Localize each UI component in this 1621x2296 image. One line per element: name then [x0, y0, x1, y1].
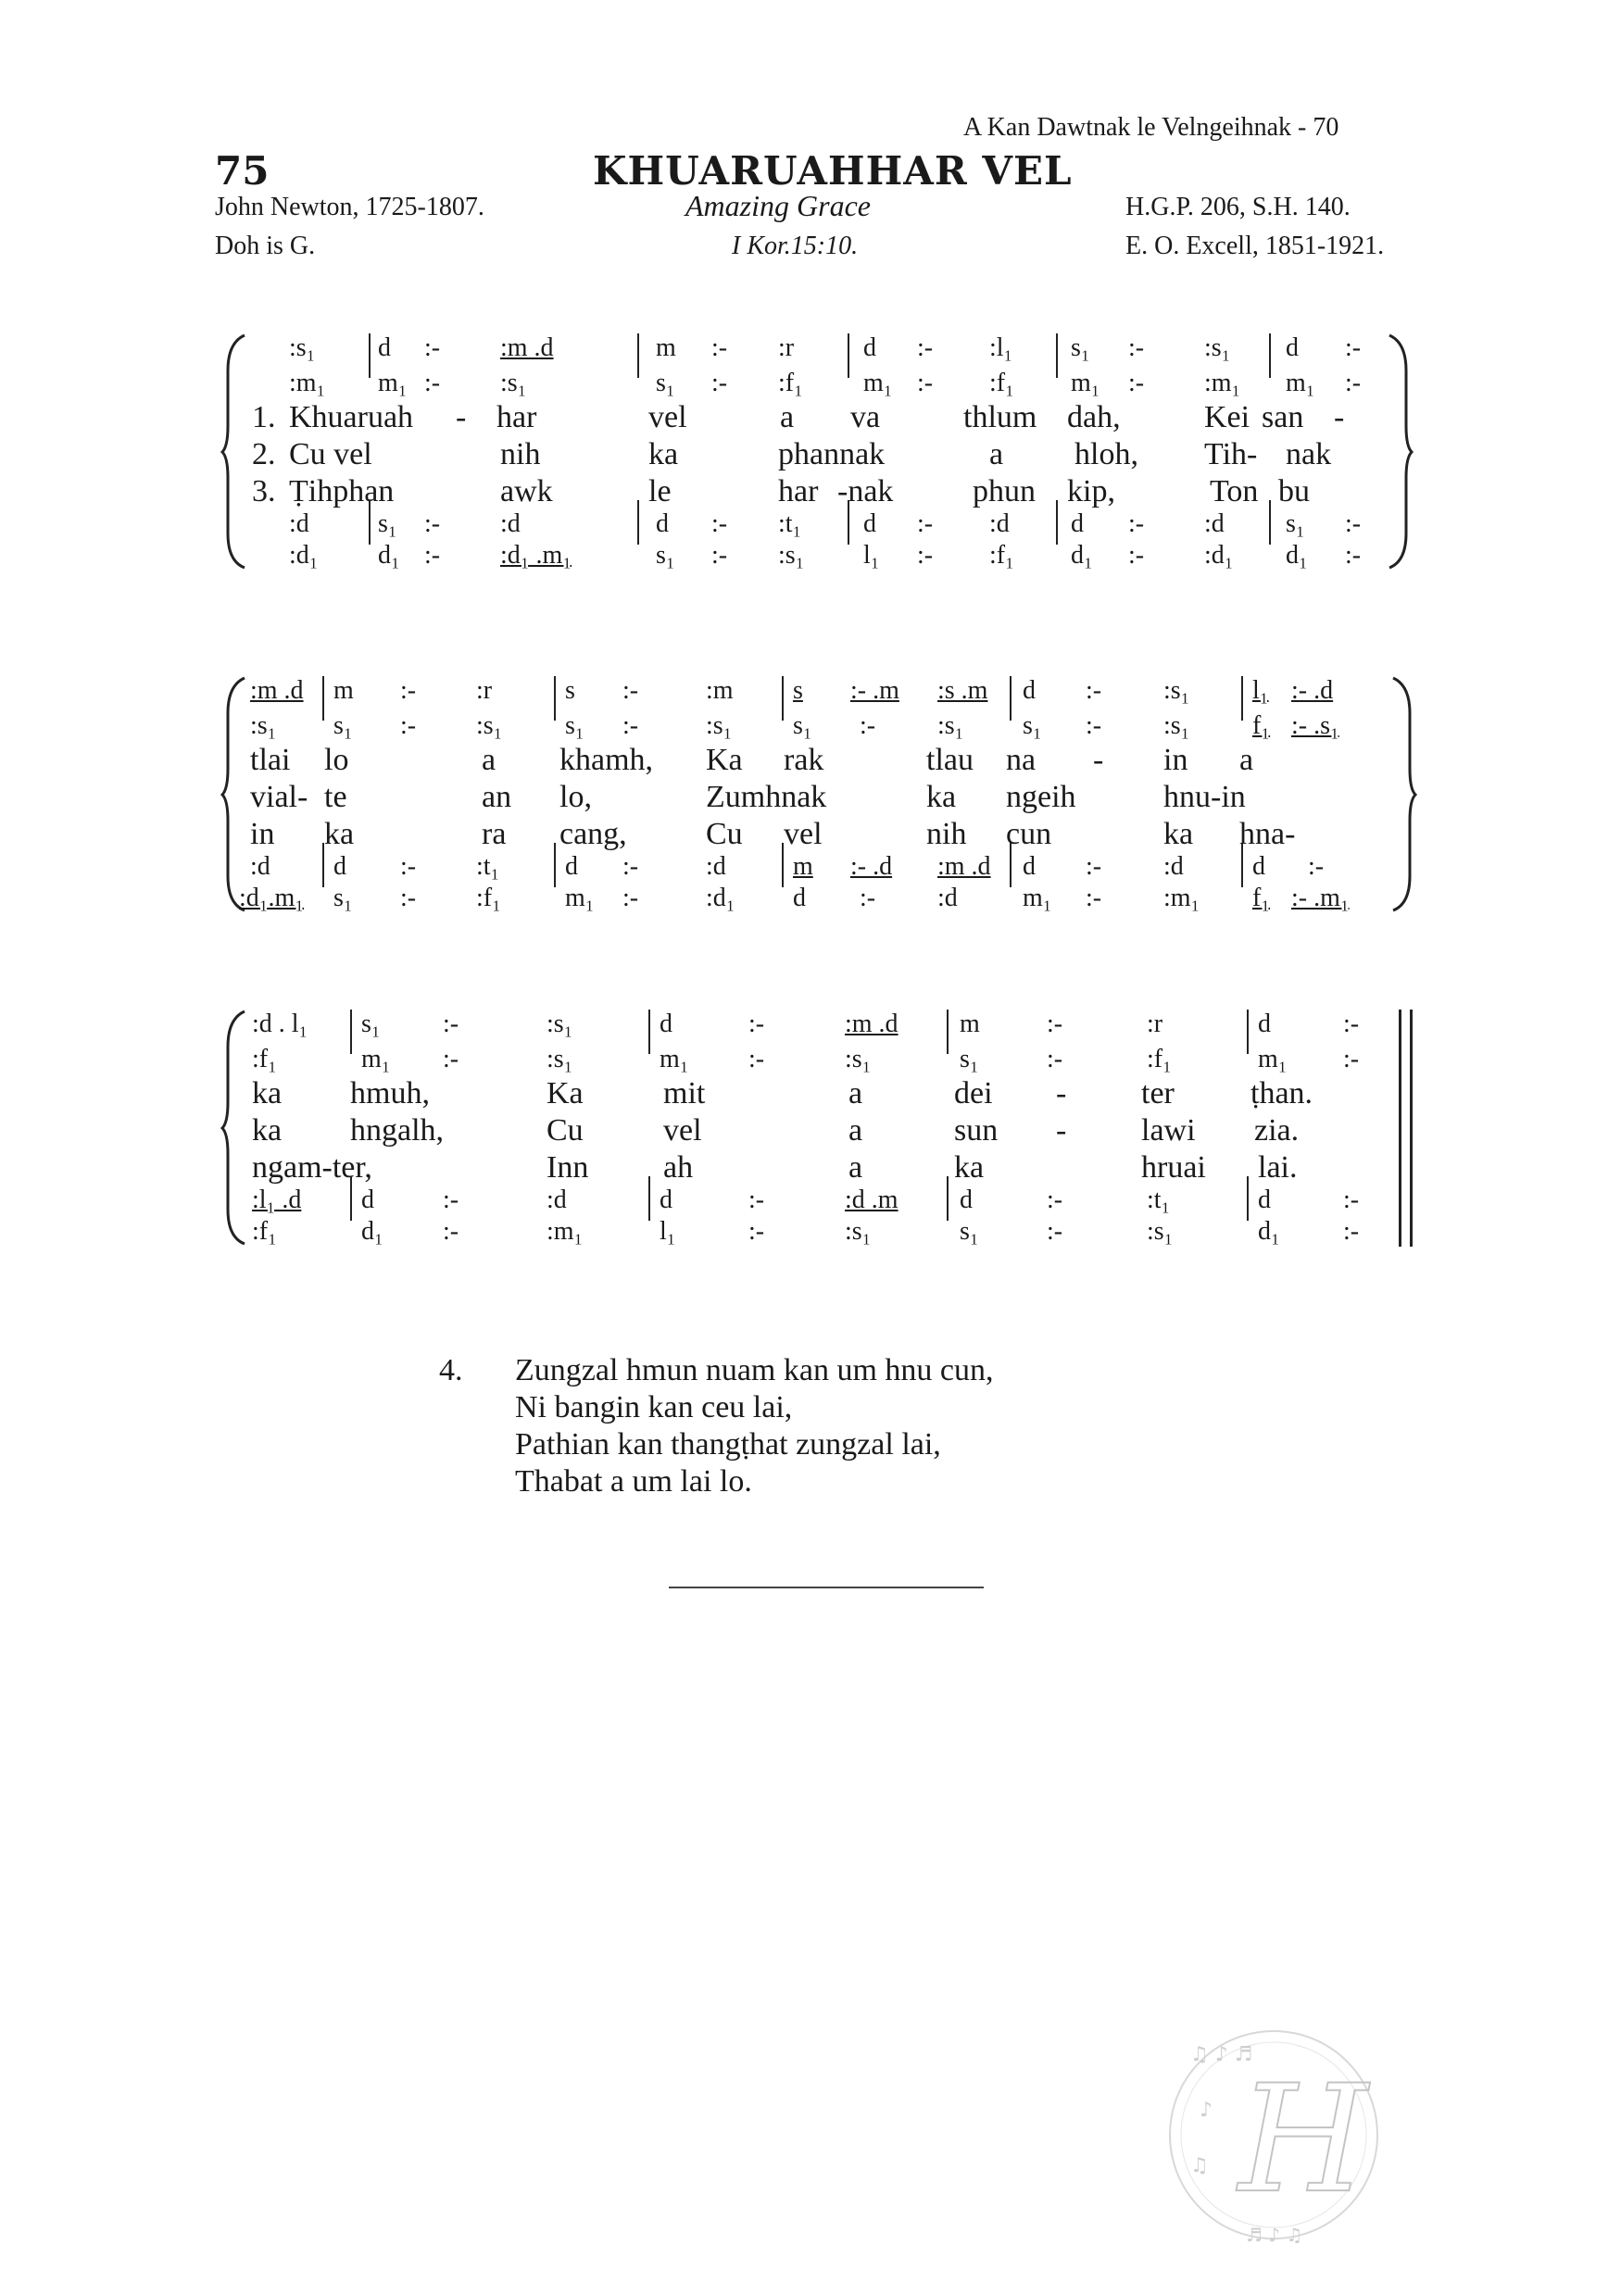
note: :d₁ [1204, 541, 1234, 570]
tenor-row [0, 509, 1621, 537]
note: d [1023, 676, 1036, 705]
note: :- .d [850, 852, 893, 881]
syllable: a [780, 400, 795, 434]
lyric-line-3 [0, 1150, 1621, 1185]
note: s₁ [1286, 509, 1305, 538]
hymnal-logo-watermark [1135, 2005, 1394, 2265]
note: :f₁ [252, 1217, 277, 1246]
note: m [793, 852, 813, 881]
note: s₁ [1023, 711, 1042, 740]
syllable: vial- [250, 780, 308, 814]
running-title: A Kan Dawtnak le Velngeihnak - 70 [963, 113, 1339, 142]
note: :s₁ [250, 711, 277, 740]
syllable: kip, [1067, 474, 1115, 508]
syllable: nih [926, 817, 967, 851]
note: :- [711, 369, 728, 397]
syllable: a [848, 1150, 863, 1185]
note: :d₁ [289, 541, 319, 570]
note: :- [1308, 852, 1325, 881]
syllable: har [778, 474, 819, 508]
note: :f₁ [1147, 1045, 1172, 1073]
note: s₁ [378, 509, 397, 538]
note: d [378, 333, 391, 362]
syllable: har [496, 400, 537, 434]
note: :- [1345, 509, 1362, 538]
syllable: Ka [547, 1076, 584, 1110]
syllable: ka [954, 1150, 985, 1185]
syllable: bu [1278, 474, 1310, 508]
syllable: dah, [1067, 400, 1121, 434]
note: :- [443, 1010, 459, 1038]
syllable: Kei [1204, 400, 1250, 434]
note: d₁ [378, 541, 400, 570]
syllable: ka [252, 1076, 283, 1110]
syllable: zia. [1254, 1113, 1300, 1148]
note: :- [1343, 1045, 1360, 1073]
lyric-line-1 [0, 400, 1621, 434]
note: :s₁ [845, 1217, 872, 1246]
note: :- .d [1291, 676, 1334, 705]
note: s₁ [333, 884, 353, 912]
note: :- [400, 852, 417, 881]
key-signature: Doh is G. [215, 232, 316, 260]
note: :- [1047, 1186, 1063, 1214]
lyric-line-2 [0, 1113, 1621, 1148]
note: m [656, 333, 676, 362]
english-title: Amazing Grace [685, 189, 871, 222]
note: m₁ [1286, 369, 1315, 397]
note: :d . l₁ [252, 1010, 308, 1038]
note: :- [1128, 369, 1145, 397]
note: :- [1086, 884, 1102, 912]
verse-number: 3. [252, 474, 276, 508]
note: m₁ [565, 884, 595, 912]
note: :- [748, 1045, 765, 1073]
bass-row [0, 1217, 1621, 1245]
note: d₁ [1286, 541, 1308, 570]
note: :- [1343, 1217, 1360, 1246]
svg-text:♫: ♫ [1190, 2154, 1209, 2177]
note: :- [711, 333, 728, 362]
note: :s₁ [1147, 1217, 1174, 1246]
note: :d [1163, 852, 1184, 881]
note: :t₁ [778, 509, 802, 538]
bass-row [0, 884, 1621, 911]
soprano-row [0, 333, 1621, 361]
syllable: hnu-in [1163, 780, 1246, 814]
syllable: vel [784, 817, 823, 851]
syllable: khamh, [559, 743, 654, 777]
syllable: a [1239, 743, 1254, 777]
syllable: cun [1006, 817, 1052, 851]
note: :- [1343, 1186, 1360, 1214]
note: :s .m [937, 676, 988, 705]
note: l₁ [863, 541, 880, 570]
syllable: tlau [926, 743, 974, 777]
lyric-line-1 [0, 1076, 1621, 1110]
syllable: Khuaruah [289, 400, 414, 434]
note: m₁ [1071, 369, 1100, 397]
note: :- [424, 369, 441, 397]
verse-number: 2. [252, 437, 276, 471]
note: m₁ [660, 1045, 689, 1073]
note: m₁ [361, 1045, 391, 1073]
scripture-ref: I Kor.15:10. [732, 232, 859, 260]
note: d [1252, 852, 1265, 881]
note: m₁ [1258, 1045, 1288, 1073]
note: :l₁ [989, 333, 1013, 362]
note: :m₁ [1204, 369, 1241, 397]
note: s [565, 676, 575, 705]
note: :d [547, 1186, 567, 1214]
svg-text:♪: ♪ [1200, 2099, 1213, 2122]
note: d₁ [361, 1217, 383, 1246]
note: :d .m [845, 1186, 898, 1214]
note: :- [917, 333, 934, 362]
note: :r [476, 676, 493, 705]
syllable: hruai [1141, 1150, 1206, 1185]
note: d [660, 1010, 672, 1038]
syllable: ka [1163, 817, 1194, 851]
syllable: lai. [1258, 1150, 1298, 1185]
note: :- [1128, 333, 1145, 362]
note: :m .d [937, 852, 991, 881]
note: :m₁ [1163, 884, 1200, 912]
hymn-title: KHUARUAHHAR VEL [593, 148, 1073, 194]
note: d [793, 884, 806, 912]
syllable: le [648, 474, 672, 508]
note: :- [1086, 852, 1102, 881]
note: :t₁ [1147, 1186, 1171, 1214]
note: :f₁ [778, 369, 803, 397]
note: :m .d [845, 1010, 898, 1038]
syllable: Zumhnak [706, 780, 827, 814]
note: s₁ [960, 1045, 979, 1073]
note: d [863, 509, 876, 538]
syllable: Tih- [1204, 437, 1258, 471]
note: :- [400, 711, 417, 740]
note: :s₁ [476, 711, 503, 740]
syllable: a [989, 437, 1004, 471]
note: :m₁ [289, 369, 326, 397]
syllable: - [456, 400, 467, 434]
divider-line [669, 1587, 984, 1588]
syllable: -nak [837, 474, 894, 508]
note: :- [1086, 676, 1102, 705]
note: s₁ [565, 711, 584, 740]
verse-number: 1. [252, 400, 276, 434]
note: :d [1204, 509, 1225, 538]
syllable: an [482, 780, 512, 814]
note: :d₁ [706, 884, 735, 912]
note: d [1258, 1186, 1271, 1214]
note: :s₁ [1204, 333, 1231, 362]
verse-line: Thabat a um lai lo. [515, 1464, 752, 1499]
note: :- [1128, 541, 1145, 570]
syllable: dei [954, 1076, 993, 1110]
note: :- [860, 884, 876, 912]
syllable: ka [252, 1113, 283, 1148]
verse-line: Pathian kan thangṭhat zungzal lai, [515, 1427, 941, 1462]
alto-row [0, 369, 1621, 396]
note: :- [711, 541, 728, 570]
syllable: ra [482, 817, 507, 851]
syllable: ter [1141, 1076, 1175, 1110]
note: m₁ [863, 369, 893, 397]
alto-row [0, 711, 1621, 739]
svg-text:♫ ♪ ♬: ♫ ♪ ♬ [1190, 2043, 1253, 2066]
syllable: san [1262, 400, 1304, 434]
syllable: cang, [559, 817, 627, 851]
note: :s₁ [1163, 676, 1190, 705]
tenor-row [0, 1186, 1621, 1213]
note: :- [622, 676, 639, 705]
lyric-line-2 [0, 437, 1621, 471]
note: d [361, 1186, 374, 1214]
note: :f₁ [989, 369, 1014, 397]
note: :r [1147, 1010, 1163, 1038]
note: :- .m₁ [1291, 884, 1350, 912]
note: :- [622, 711, 639, 740]
note: :- [1047, 1217, 1063, 1246]
syllable: - [1056, 1076, 1067, 1110]
syllable: mit [663, 1076, 706, 1110]
syllable: Ka [706, 743, 743, 777]
note: :- [860, 711, 876, 740]
syllable: nih [500, 437, 541, 471]
syllable: tlai [250, 743, 291, 777]
syllable: Cu vel [289, 437, 372, 471]
syllable: phannak [778, 437, 886, 471]
note: :t₁ [476, 852, 500, 881]
note: :- .m [850, 676, 899, 705]
syllable: hloh, [1074, 437, 1138, 471]
syllable: ṭhan. [1250, 1076, 1313, 1110]
syllable: ah [663, 1150, 694, 1185]
note: d [863, 333, 876, 362]
note: :- [443, 1186, 459, 1214]
note: :d [706, 852, 726, 881]
note: d [565, 852, 578, 881]
lyric-line-3 [0, 817, 1621, 851]
note: s₁ [333, 711, 353, 740]
note: d [333, 852, 346, 881]
note: s₁ [656, 541, 675, 570]
note: :s₁ [706, 711, 733, 740]
note: :s₁ [500, 369, 527, 397]
syllable: ngam-ter, [252, 1150, 372, 1185]
composer: E. O. Excell, 1851-1921. [1125, 232, 1385, 260]
note: s₁ [793, 711, 812, 740]
note: :- [1343, 1010, 1360, 1038]
syllable: in [250, 817, 275, 851]
syllable: lo, [559, 780, 592, 814]
syllable: te [324, 780, 347, 814]
lyric-line-3 [0, 474, 1621, 508]
note: d [960, 1186, 973, 1214]
note: :- [917, 541, 934, 570]
syllable: hngalh, [350, 1113, 445, 1148]
syllable: Inn [547, 1150, 589, 1185]
syllable: - [1334, 400, 1345, 434]
note: :f₁ [476, 884, 501, 912]
note: :d [250, 852, 270, 881]
bass-row [0, 541, 1621, 569]
syllable: - [1056, 1113, 1067, 1148]
note: :s₁ [845, 1045, 872, 1073]
note: :- [424, 333, 441, 362]
note: :d₁.m₁ [239, 884, 305, 912]
syllable: a [848, 1076, 863, 1110]
note: d [660, 1186, 672, 1214]
soprano-row [0, 676, 1621, 704]
note: d [656, 509, 669, 538]
note: m₁ [1023, 884, 1052, 912]
note: :- [622, 884, 639, 912]
note: :- [1345, 541, 1362, 570]
note: :s₁ [778, 541, 805, 570]
note: d₁ [1071, 541, 1093, 570]
note: :- [917, 369, 934, 397]
note: :l₁ .d [252, 1186, 302, 1214]
syllable: rak [784, 743, 824, 777]
note: :- [443, 1217, 459, 1246]
note: :d₁ .m₁ [500, 541, 572, 570]
note: l₁ [660, 1217, 676, 1246]
syllable: a [482, 743, 496, 777]
syllable: ngeih [1006, 780, 1076, 814]
lyric-line-1 [0, 743, 1621, 777]
syllable: Cu [547, 1113, 584, 1148]
note: m [960, 1010, 980, 1038]
syllable: Cu [706, 817, 743, 851]
note: :- [622, 852, 639, 881]
note: :s₁ [289, 333, 316, 362]
lyric-line-2 [0, 780, 1621, 814]
verse-line: Ni bangin kan ceu lai, [515, 1390, 793, 1424]
note: :- [1345, 369, 1362, 397]
note: :- [748, 1186, 765, 1214]
syllable: awk [500, 474, 553, 508]
note: :s₁ [547, 1045, 573, 1073]
syllable: lo [324, 743, 349, 777]
syllable: Ṭihphan [289, 474, 395, 508]
note: :- [424, 541, 441, 570]
syllable: a [848, 1113, 863, 1148]
note: :f₁ [252, 1045, 277, 1073]
note: d [1286, 333, 1299, 362]
note: s₁ [960, 1217, 979, 1246]
note: d₁ [1258, 1217, 1280, 1246]
note: d [1258, 1010, 1271, 1038]
note: f₁ [1252, 711, 1271, 740]
note: :- [400, 884, 417, 912]
syllable: vel [648, 400, 687, 434]
note: :- [424, 509, 441, 538]
note: :- [1086, 711, 1102, 740]
verse-line: Zungzal hmun nuam kan um hnu cun, [515, 1353, 994, 1387]
syllable: va [850, 400, 881, 434]
note: :- [917, 509, 934, 538]
note: :- [711, 509, 728, 538]
note: s₁ [361, 1010, 381, 1038]
note: :- .s₁ [1291, 711, 1339, 740]
alto-row [0, 1045, 1621, 1073]
syllable: in [1163, 743, 1188, 777]
syllable: vel [663, 1113, 702, 1148]
note: l₁ [1252, 676, 1269, 705]
svg-text:♬ ♪ ♫: ♬ ♪ ♫ [1246, 2224, 1303, 2246]
note: :s₁ [547, 1010, 573, 1038]
note: :r [778, 333, 795, 362]
note: f₁ [1252, 884, 1271, 912]
syllable: nak [1286, 437, 1332, 471]
note: d [1071, 509, 1084, 538]
note: :f₁ [989, 541, 1014, 570]
soprano-row [0, 1010, 1621, 1037]
note: :- [400, 676, 417, 705]
note: :- [1128, 509, 1145, 538]
note: :- [1047, 1045, 1063, 1073]
hymnal-refs: H.G.P. 206, S.H. 140. [1125, 193, 1351, 221]
note: :s₁ [937, 711, 964, 740]
hymn-number: 75 [215, 148, 270, 194]
note: s₁ [656, 369, 675, 397]
note: :m [706, 676, 734, 705]
note: m₁ [378, 369, 408, 397]
note: :d [937, 884, 958, 912]
syllable: ka [648, 437, 679, 471]
note: :- [1345, 333, 1362, 362]
note: :d [500, 509, 521, 538]
note: :d [289, 509, 309, 538]
note: :- [748, 1217, 765, 1246]
note: :- [1047, 1010, 1063, 1038]
note: :- [443, 1045, 459, 1073]
syllable: hmuh, [350, 1076, 430, 1110]
note: :m₁ [547, 1217, 584, 1246]
syllable: Ton [1210, 474, 1259, 508]
verse-number: 4. [439, 1353, 463, 1387]
note: d [1023, 852, 1036, 881]
syllable: thlum [963, 400, 1037, 434]
note: s₁ [1071, 333, 1090, 362]
note: :- [748, 1010, 765, 1038]
syllable: ka [324, 817, 355, 851]
note: :m .d [500, 333, 554, 362]
syllable: hna- [1239, 817, 1296, 851]
syllable: sun [954, 1113, 999, 1148]
syllable: phun [973, 474, 1036, 508]
note: :m .d [250, 676, 304, 705]
syllable: ka [926, 780, 957, 814]
logo-letter: H [1238, 2052, 1368, 2226]
syllable: na [1006, 743, 1037, 777]
note: s [793, 676, 803, 705]
author: John Newton, 1725-1807. [215, 193, 484, 221]
syllable: - [1093, 743, 1104, 777]
note: :d [989, 509, 1010, 538]
note: m [333, 676, 354, 705]
syllable: lawi [1141, 1113, 1196, 1148]
note: :s₁ [1163, 711, 1190, 740]
tenor-row [0, 852, 1621, 880]
